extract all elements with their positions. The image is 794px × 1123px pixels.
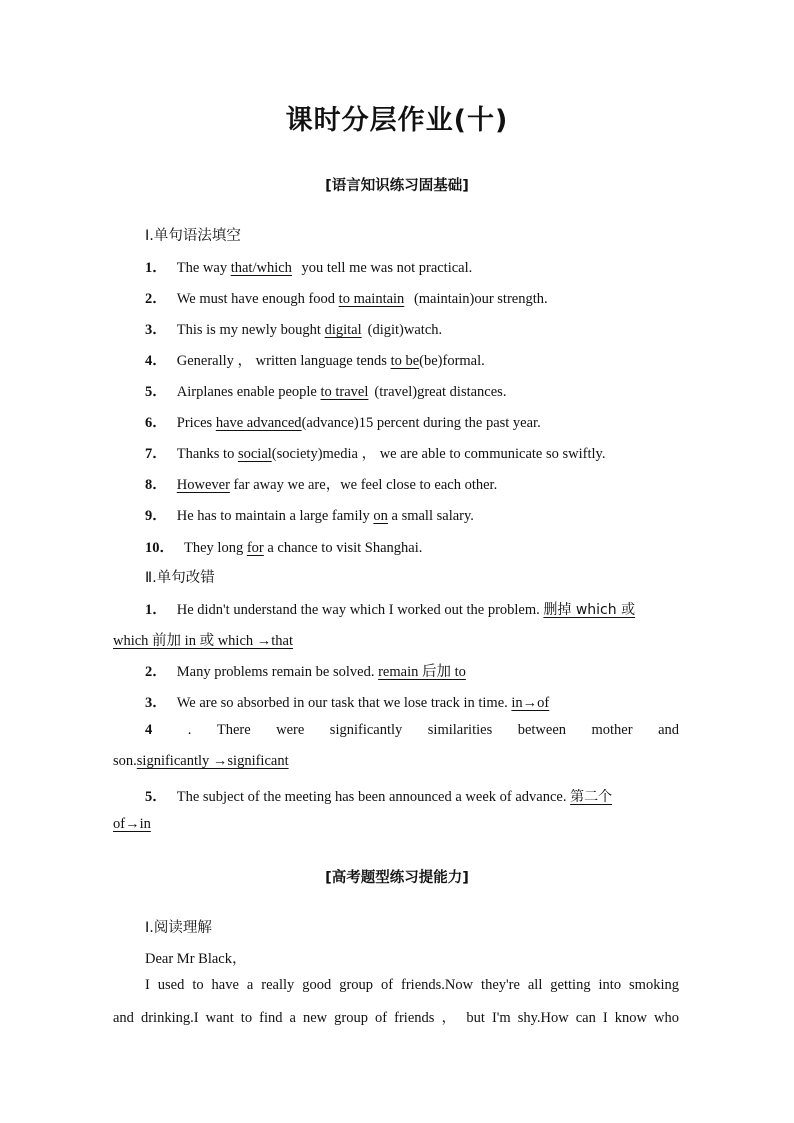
item-text: son. — [113, 753, 137, 769]
item-number: 4． — [145, 353, 167, 369]
answer-text: on — [373, 508, 388, 524]
part-heading-error-correction: Ⅱ.单句改错 — [145, 570, 215, 586]
exercise-item — [145, 380, 679, 401]
section-heading-exam: [高考题型练习提能力] — [325, 870, 469, 886]
correction-item-continuation — [113, 753, 679, 770]
exercise-item — [145, 287, 679, 308]
item-text: (society)media ， we are able to communicate so swiftly. — [271, 446, 606, 462]
correction-item-continuation — [113, 629, 679, 650]
letter-salutation: Dear Mr Black， — [145, 951, 247, 967]
item-number: 3． — [145, 695, 167, 711]
item-text: Prices — [176, 415, 216, 431]
answer-text: remain 后加 to — [378, 664, 466, 680]
item-text: We must have enough food — [176, 291, 339, 307]
item-text: They long — [184, 540, 247, 556]
item-number: 6． — [145, 415, 167, 431]
item-word: similarities — [427, 722, 493, 738]
item-word: . — [187, 722, 192, 738]
exercise-item — [145, 256, 679, 277]
correction-item — [145, 691, 679, 712]
item-number: 9． — [145, 508, 167, 524]
answer-text: have advanced — [215, 415, 302, 431]
item-text: He has to maintain a large family — [176, 508, 374, 524]
item-word: and — [658, 722, 679, 738]
item-text: He didn't understand the way which I worked out the problem. — [176, 602, 540, 618]
correction-item-continuation — [113, 816, 679, 833]
answer-text: to travel — [320, 384, 369, 400]
answer-text: However — [176, 477, 230, 493]
item-number: 3． — [145, 322, 167, 338]
item-text: (travel)great distances. — [374, 384, 507, 400]
exercise-item — [145, 473, 679, 494]
page-title: 课时分层作业(十) — [285, 105, 509, 136]
item-text: a small salary. — [387, 508, 474, 524]
item-word: mother — [591, 722, 633, 738]
answer-text: in→of — [511, 695, 550, 711]
exercise-item — [145, 318, 679, 339]
item-word: between — [517, 722, 567, 738]
item-text: (digit)watch. — [367, 322, 443, 338]
item-text: Thanks to — [176, 446, 238, 462]
item-number: 7． — [145, 446, 167, 462]
exercise-item — [145, 504, 679, 525]
answer-text: social — [237, 446, 272, 462]
letter-paragraph-line: and drinking.I want to find a new group of friends ， but I'm shy.How can I know who — [113, 1010, 679, 1026]
answer-text: 删掉 which 或 — [543, 602, 636, 618]
item-text: Generally ， written language tends — [176, 353, 391, 369]
part-heading-grammar-fill: Ⅰ.单句语法填空 — [145, 228, 241, 244]
item-word: were — [276, 722, 305, 738]
correction-item — [145, 722, 679, 739]
letter-paragraph-line: I used to have a really good group of friends.Now they're all getting into smoking — [145, 977, 679, 993]
exercise-item — [145, 442, 679, 463]
item-text: Many problems remain be solved. — [176, 664, 375, 680]
item-number: 2． — [145, 664, 167, 680]
item-text: We are so absorbed in our task that we lose track in time. — [176, 695, 508, 711]
item-text: (be)formal. — [419, 353, 485, 369]
item-text: a chance to visit Shanghai. — [263, 540, 423, 556]
item-number: 5． — [145, 384, 167, 400]
item-text: far away we are，we feel close to each other. — [229, 477, 498, 493]
answer-text: digital — [324, 322, 362, 338]
item-word: significantly — [329, 722, 403, 738]
item-text: This is my newly bought — [176, 322, 325, 338]
exercise-item — [145, 411, 679, 432]
item-number: 8． — [145, 477, 167, 493]
answer-text: of→in — [113, 816, 151, 832]
correction-item — [145, 598, 679, 619]
answer-text: to be — [390, 353, 420, 369]
item-text: you tell me was not practical. — [297, 260, 473, 276]
part-heading-reading: Ⅰ.阅读理解 — [145, 920, 212, 936]
item-text: (advance)15 percent during the past year. — [301, 415, 541, 431]
item-number: 2． — [145, 291, 167, 307]
answer-text: which 前加 in 或 which →that — [113, 633, 294, 649]
answer-text: to maintain — [338, 291, 405, 307]
answer-text: for — [246, 540, 264, 556]
item-number: 1． — [145, 260, 167, 276]
item-text: The way — [176, 260, 231, 276]
item-number: 1． — [145, 602, 167, 618]
correction-item — [145, 785, 679, 806]
item-text: The subject of the meeting has been announced a week of advance. — [176, 789, 567, 805]
answer-text: that/which — [230, 260, 292, 276]
item-text: Airplanes enable people — [176, 384, 321, 400]
exercise-item — [145, 349, 679, 370]
item-number: 5． — [145, 789, 167, 805]
answer-text: significantly →significant — [136, 753, 289, 769]
correction-item — [145, 660, 679, 681]
item-number: 10． — [145, 540, 174, 556]
item-text: (maintain)our strength. — [410, 291, 548, 307]
answer-text: 第二个 — [570, 789, 613, 805]
item-word: There — [216, 722, 251, 738]
section-heading-basics: [语言知识练习固基础] — [325, 178, 469, 194]
item-number: 4 — [145, 722, 153, 738]
exercise-item — [145, 536, 679, 557]
